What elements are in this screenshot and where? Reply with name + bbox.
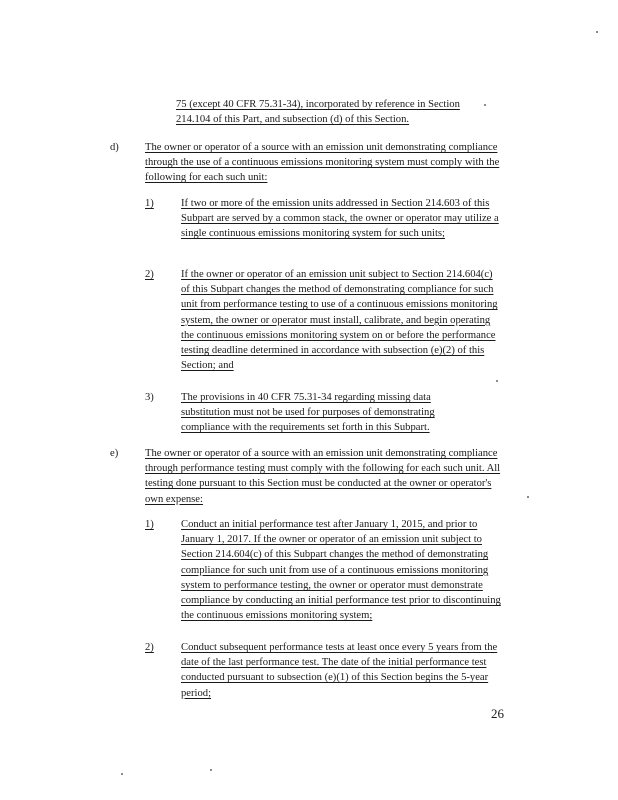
d1-label: 1) [145, 198, 154, 209]
scan-speck [210, 769, 212, 771]
scan-speck [496, 380, 498, 382]
scan-speck [596, 31, 598, 33]
e2-text: Conduct subsequent performance tests at least once every 5 years from the date of the last performance test. The date of the initial performance test conducted pursuant to subsection (e)(1) of this Section begins the 5-year period; [181, 642, 498, 699]
d1-text: If two or more of the emission units addressed in Section 214.603 of this Subpart are served by a common stack, the owner or operator may utilize a single continuous emissions monitoring system for such units; [181, 198, 499, 240]
intro-paragraph: 75 (except 40 CFR 75.31-34), incorporated by reference in Section 214.104 of this Part, and subsection (d) of this Section. [176, 99, 460, 126]
subsection-d-text: The owner or operator of a source with an emission unit demonstrating compliance through the use of a continuous emissions monitoring system must comply with the following for each such unit: [145, 142, 500, 184]
scan-speck [484, 104, 486, 106]
subsection-e-text: The owner or operator of a source with an emission unit demonstrating compliance through performance testing must comply with the following for each such unit. All testing done pursuant to this Section must be conducted at the owner or operator's own expense: [145, 448, 501, 505]
d3-text: The provisions in 40 CFR 75.31-34 regarding missing data substitution must not be used for purposes of demonstrating compliance with the requirements set forth in this Subpart. [181, 392, 435, 434]
subsection-d-label: d) [110, 142, 119, 153]
d2-label: 2) [145, 269, 154, 280]
d2-text: If the owner or operator of an emission unit subject to Section 214.604(c) of this Subpart changes the method of demonstrating compliance for such unit from performance testing to use of a continuous emissions monitoring system, the owner or operator must install, calibrate, and begin operating the continuous emissions monitoring system on or before the performance testing deadline determined in accordance with subsection (e)(2) of this Section; and [181, 269, 498, 372]
d3-label: 3) [145, 392, 154, 403]
e2-label: 2) [145, 642, 154, 653]
page-number: 26 [491, 706, 504, 721]
scan-speck [121, 773, 123, 775]
e1-text: Conduct an initial performance test after January 1, 2015, and prior to January 1, 2017. If the owner or operator of an emission unit subject to Section 214.604(c) of this Subpart changes the method of demonstrating compliance for such unit from use of a continuous emissions monitoring system to performance testing, the owner or operator must demonstrate compliance by conducting an initial performance test prior to discontinuing the continuous emissions monitoring system; [181, 519, 501, 622]
scan-speck [527, 496, 529, 498]
subsection-e-label: e) [110, 448, 119, 459]
e1-label: 1) [145, 519, 154, 530]
